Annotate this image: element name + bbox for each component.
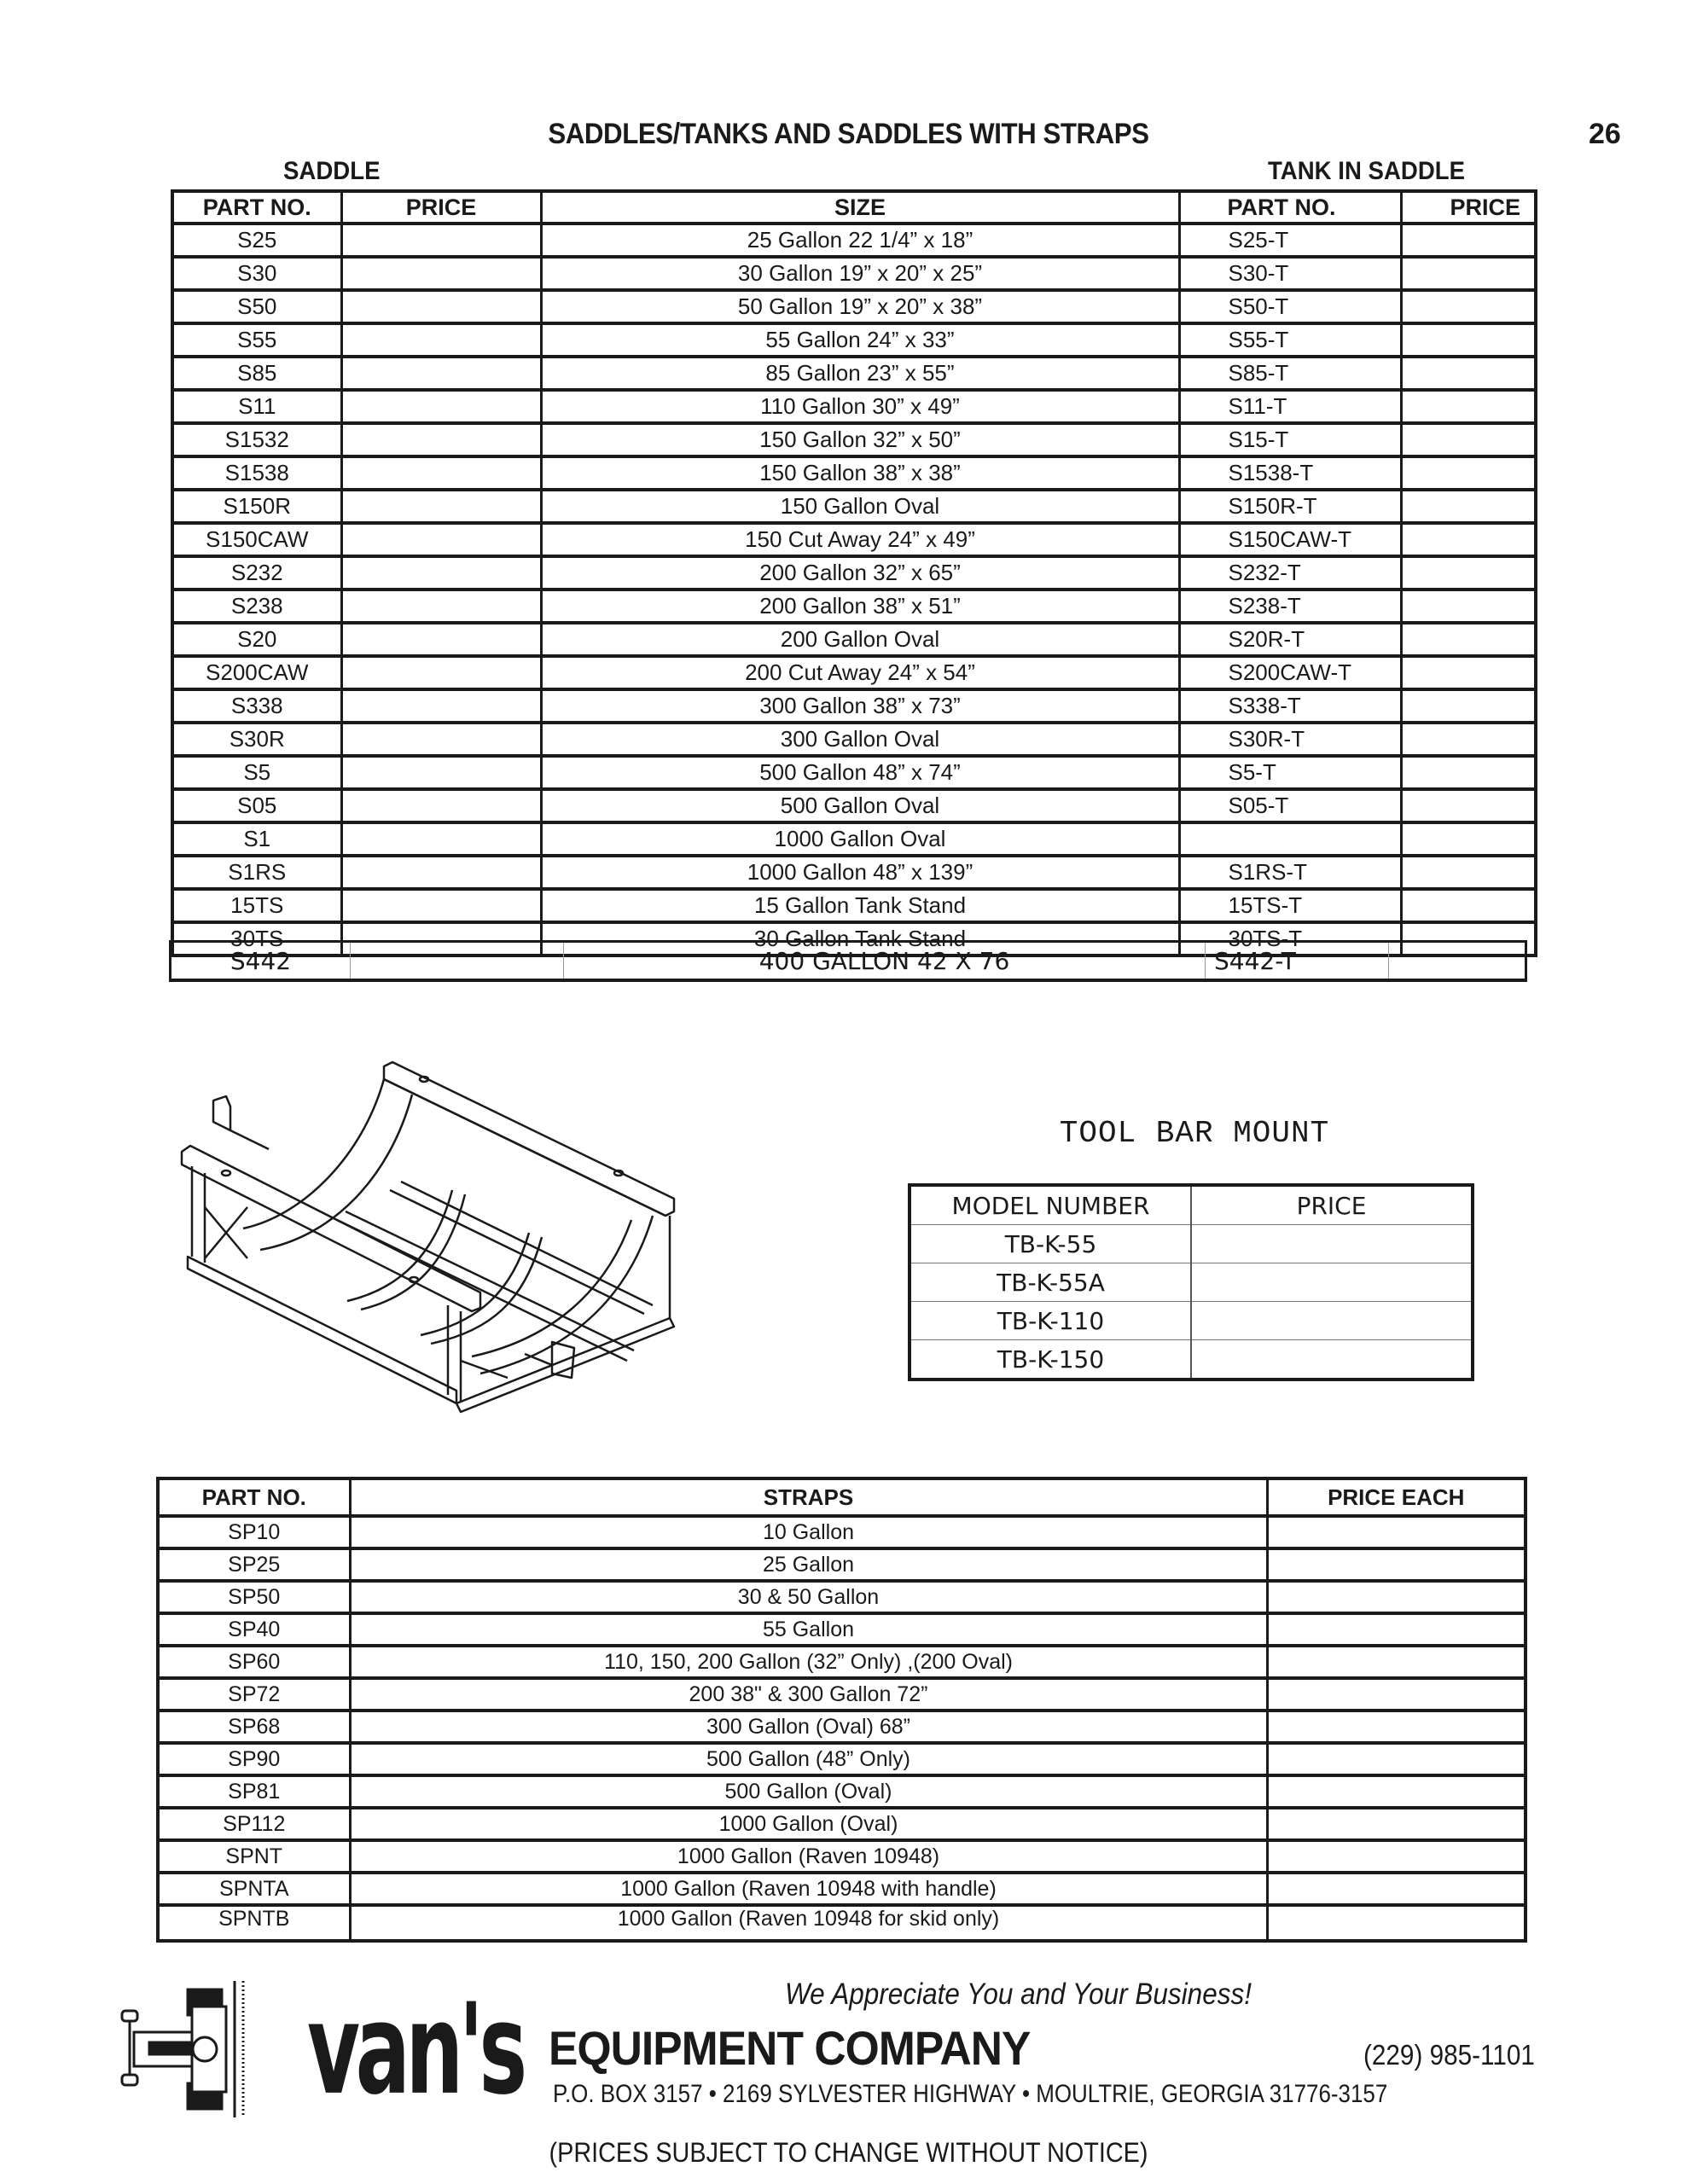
strap-description-cell: 1000 Gallon (Raven 10948 for skid only) <box>350 1905 1267 1941</box>
tank-part-no-cell <box>1179 822 1401 856</box>
table-row-s442 <box>169 940 1527 982</box>
col-header-price: PRICE <box>1191 1185 1473 1225</box>
tank-price-cell[interactable] <box>1401 623 1536 656</box>
table-row <box>910 1302 1473 1340</box>
tank-price-cell[interactable] <box>1401 423 1536 456</box>
price-cell[interactable] <box>341 656 541 689</box>
part-no-cell: S232 <box>172 556 341 590</box>
price-cell[interactable] <box>341 490 541 523</box>
part-no-cell: S05 <box>172 789 341 822</box>
tank-price-cell[interactable] <box>1401 856 1536 889</box>
price-each-cell[interactable] <box>1267 1581 1526 1613</box>
tank-price-cell[interactable] <box>1401 556 1536 590</box>
table-row <box>910 1263 1473 1302</box>
part-no-cell: S5 <box>172 756 341 789</box>
size-cell: 300 Gallon Oval <box>541 723 1179 756</box>
size-cell: 200 Gallon 32” x 65” <box>541 556 1179 590</box>
col-header-tank-part-no: PART NO. <box>1179 191 1401 224</box>
tank-price-cell[interactable] <box>1401 723 1536 756</box>
price-cell[interactable] <box>341 723 541 756</box>
tank-price-cell[interactable] <box>1401 656 1536 689</box>
tank-price-cell[interactable] <box>1401 889 1536 922</box>
part-no-cell: SP25 <box>158 1548 350 1581</box>
tank-part-no-cell: S338-T <box>1179 689 1401 723</box>
page-title: SADDLES/TANKS AND SADDLES WITH STRAPS <box>548 118 1149 150</box>
part-no-cell: S1RS <box>172 856 341 889</box>
size-cell: 15 Gallon Tank Stand <box>541 889 1179 922</box>
part-no-cell: S200CAW <box>172 656 341 689</box>
part-no-cell: S338 <box>172 689 341 723</box>
price-cell[interactable] <box>341 789 541 822</box>
part-no-cell: S55 <box>172 323 341 357</box>
table-row <box>172 756 1536 789</box>
size-cell: 1000 Gallon 48” x 139” <box>541 856 1179 889</box>
strap-description-cell: 1000 Gallon (Oval) <box>350 1808 1267 1840</box>
tool-bar-mount-title: TOOL BAR MOUNT <box>1059 1116 1330 1151</box>
table-row <box>172 789 1536 822</box>
size-cell: 30 Gallon 19” x 20” x 25” <box>541 257 1179 290</box>
price-cell[interactable] <box>341 423 541 456</box>
tank-part-no-cell: S442-T <box>1206 943 1389 979</box>
table-row <box>172 357 1536 390</box>
table-row <box>172 556 1536 590</box>
part-no-cell: SPNTB <box>158 1905 350 1941</box>
price-cell[interactable] <box>341 257 541 290</box>
tank-part-no-cell: S85-T <box>1179 357 1401 390</box>
company-address: P.O. BOX 3157 • 2169 SYLVESTER HIGHWAY • MOULTRIE, GEORGIA 31776-3157 <box>553 2080 1388 2108</box>
part-no-cell: SPNTA <box>158 1873 350 1905</box>
part-no-cell: SP68 <box>158 1711 350 1743</box>
col-header-part-no: PART NO. <box>158 1478 350 1516</box>
price-each-cell[interactable] <box>1267 1678 1526 1711</box>
price-cell[interactable] <box>351 943 564 979</box>
price-each-cell[interactable] <box>1267 1516 1526 1548</box>
saddle-line-drawing <box>166 1037 712 1429</box>
strap-description-cell: 55 Gallon <box>350 1613 1267 1646</box>
price-cell[interactable] <box>1191 1302 1473 1340</box>
price-each-cell[interactable] <box>1267 1873 1526 1905</box>
tank-part-no-cell: S1RS-T <box>1179 856 1401 889</box>
price-disclaimer: (PRICES SUBJECT TO CHANGE WITHOUT NOTICE) <box>549 2137 1148 2168</box>
col-header-tank-price: PRICE <box>1401 191 1536 224</box>
tank-part-no-cell: S232-T <box>1179 556 1401 590</box>
tank-price-cell[interactable] <box>1401 789 1536 822</box>
tank-part-no-cell: 30TS-T <box>1179 922 1401 956</box>
table-row <box>158 1613 1526 1646</box>
phone-number: (229) 985-1101 <box>1363 2039 1535 2071</box>
price-each-cell[interactable] <box>1267 1775 1526 1808</box>
col-header-part-no: PART NO. <box>172 191 341 224</box>
part-no-cell: S11 <box>172 390 341 423</box>
strap-description-cell: 1000 Gallon (Raven 10948 with handle) <box>350 1873 1267 1905</box>
price-cell[interactable] <box>341 623 541 656</box>
part-no-cell: S150CAW <box>172 523 341 556</box>
part-no-cell: SP81 <box>158 1775 350 1808</box>
model-number-cell: TB-K-150 <box>910 1340 1191 1380</box>
part-no-cell: SP90 <box>158 1743 350 1775</box>
table-row <box>158 1516 1526 1548</box>
table-row <box>172 423 1536 456</box>
price-each-cell[interactable] <box>1267 1840 1526 1873</box>
part-no-cell: SP10 <box>158 1516 350 1548</box>
tank-price-cell[interactable] <box>1401 456 1536 490</box>
size-cell: 150 Cut Away 24” x 49” <box>541 523 1179 556</box>
size-cell: 200 Cut Away 24” x 54” <box>541 656 1179 689</box>
part-no-cell: SP60 <box>158 1646 350 1678</box>
size-cell: 500 Gallon 48” x 74” <box>541 756 1179 789</box>
size-cell: 400 GALLON 42 X 76 <box>564 943 1206 979</box>
table-row <box>158 1905 1526 1941</box>
table-row <box>172 723 1536 756</box>
tank-part-no-cell: 15TS-T <box>1179 889 1401 922</box>
strap-description-cell: 10 Gallon <box>350 1516 1267 1548</box>
price-each-cell[interactable] <box>1267 1646 1526 1678</box>
part-no-cell: S25 <box>172 224 341 257</box>
tank-price-cell[interactable] <box>1401 822 1536 856</box>
tank-price-cell[interactable] <box>1389 943 1521 979</box>
col-header-price-each: PRICE EACH <box>1267 1478 1526 1516</box>
tank-price-cell[interactable] <box>1401 290 1536 323</box>
table-row <box>158 1646 1526 1678</box>
part-no-cell: S20 <box>172 623 341 656</box>
straps-price-table <box>156 1477 1527 1943</box>
table-row <box>172 822 1536 856</box>
table-header-row <box>910 1185 1473 1225</box>
size-cell: 200 Gallon 38” x 51” <box>541 590 1179 623</box>
table-row <box>158 1548 1526 1581</box>
tank-price-cell[interactable] <box>1401 323 1536 357</box>
tank-part-no-cell: S30R-T <box>1179 723 1401 756</box>
model-number-cell: TB-K-55A <box>910 1263 1191 1302</box>
price-cell[interactable] <box>341 390 541 423</box>
tank-part-no-cell: S150R-T <box>1179 490 1401 523</box>
tank-price-cell[interactable] <box>1401 523 1536 556</box>
table-row <box>172 856 1536 889</box>
tagline: We Appreciate You and Your Business! <box>785 1978 1252 2011</box>
tank-part-no-cell: S05-T <box>1179 789 1401 822</box>
table-row <box>158 1581 1526 1613</box>
part-no-cell: 15TS <box>172 889 341 922</box>
table-row <box>158 1808 1526 1840</box>
tank-part-no-cell: S5-T <box>1179 756 1401 789</box>
part-no-cell: SP50 <box>158 1581 350 1613</box>
tank-price-cell[interactable] <box>1401 689 1536 723</box>
part-no-cell: SP40 <box>158 1613 350 1646</box>
price-cell[interactable] <box>341 224 541 257</box>
part-no-cell: S1538 <box>172 456 341 490</box>
strap-description-cell: 30 & 50 Gallon <box>350 1581 1267 1613</box>
table-row <box>158 1840 1526 1873</box>
price-cell[interactable] <box>341 456 541 490</box>
table-row <box>158 1873 1526 1905</box>
table-row <box>158 1711 1526 1743</box>
table-row <box>172 224 1536 257</box>
tank-part-no-cell: S15-T <box>1179 423 1401 456</box>
price-cell[interactable] <box>341 822 541 856</box>
price-cell[interactable] <box>341 756 541 789</box>
table-row <box>158 1743 1526 1775</box>
table-row <box>172 290 1536 323</box>
table-row <box>172 523 1536 556</box>
tractor-logo-icon <box>115 1981 269 2117</box>
size-cell: 150 Gallon 38” x 38” <box>541 456 1179 490</box>
price-cell[interactable] <box>341 556 541 590</box>
table-row <box>172 390 1536 423</box>
table-row <box>172 490 1536 523</box>
strap-description-cell: 1000 Gallon (Raven 10948) <box>350 1840 1267 1873</box>
strap-description-cell: 110, 150, 200 Gallon (32” Only) ,(200 Oval) <box>350 1646 1267 1678</box>
part-no-cell: S85 <box>172 357 341 390</box>
table-row <box>172 656 1536 689</box>
tank-part-no-cell: S30-T <box>1179 257 1401 290</box>
size-cell: 150 Gallon 32” x 50” <box>541 423 1179 456</box>
tank-part-no-cell: S50-T <box>1179 290 1401 323</box>
col-header-model-number: MODEL NUMBER <box>910 1185 1191 1225</box>
table-row <box>158 1775 1526 1808</box>
table-row <box>172 590 1536 623</box>
size-cell: 200 Gallon Oval <box>541 623 1179 656</box>
size-cell: 500 Gallon Oval <box>541 789 1179 822</box>
price-cell[interactable] <box>341 689 541 723</box>
price-cell[interactable] <box>1191 1263 1473 1302</box>
table-row <box>172 456 1536 490</box>
price-cell[interactable] <box>341 856 541 889</box>
part-no-cell: S1 <box>172 822 341 856</box>
size-cell: 85 Gallon 23” x 55” <box>541 357 1179 390</box>
size-cell: 25 Gallon 22 1/4” x 18” <box>541 224 1179 257</box>
table-row <box>910 1340 1473 1380</box>
tank-price-cell[interactable] <box>1401 390 1536 423</box>
col-header-size: SIZE <box>541 191 1179 224</box>
table-header-row <box>158 1478 1526 1516</box>
tank-price-cell[interactable] <box>1401 357 1536 390</box>
tank-part-no-cell: S200CAW-T <box>1179 656 1401 689</box>
model-number-cell: TB-K-55 <box>910 1225 1191 1263</box>
size-cell: 110 Gallon 30” x 49” <box>541 390 1179 423</box>
price-cell[interactable] <box>1191 1225 1473 1263</box>
part-no-cell: SP112 <box>158 1808 350 1840</box>
price-cell[interactable] <box>341 290 541 323</box>
part-no-cell: 30TS <box>172 922 341 956</box>
strap-description-cell: 300 Gallon (Oval) 68” <box>350 1711 1267 1743</box>
size-cell: 300 Gallon 38” x 73” <box>541 689 1179 723</box>
table-row <box>158 1678 1526 1711</box>
price-each-cell[interactable] <box>1267 1548 1526 1581</box>
table-row <box>172 889 1536 922</box>
table-row <box>910 1225 1473 1263</box>
price-cell[interactable] <box>341 323 541 357</box>
tank-in-saddle-section-label: TANK IN SADDLE <box>1268 157 1466 185</box>
model-number-cell: TB-K-110 <box>910 1302 1191 1340</box>
saddle-price-table <box>171 189 1537 957</box>
price-cell[interactable] <box>341 523 541 556</box>
price-cell[interactable] <box>341 357 541 390</box>
tank-part-no-cell: S55-T <box>1179 323 1401 357</box>
price-cell[interactable] <box>1191 1340 1473 1380</box>
saddle-section-label: SADDLE <box>283 157 381 185</box>
size-cell: 50 Gallon 19” x 20” x 38” <box>541 290 1179 323</box>
tank-price-cell[interactable] <box>1401 490 1536 523</box>
tank-part-no-cell: S25-T <box>1179 224 1401 257</box>
table-header-row <box>172 191 1536 224</box>
price-cell[interactable] <box>341 889 541 922</box>
tank-price-cell[interactable] <box>1401 224 1536 257</box>
price-cell[interactable] <box>341 590 541 623</box>
price-each-cell[interactable] <box>1267 1711 1526 1743</box>
part-no-cell: S1532 <box>172 423 341 456</box>
strap-description-cell: 25 Gallon <box>350 1548 1267 1581</box>
table-row <box>172 323 1536 357</box>
vans-logo-text: van's <box>307 1977 523 2123</box>
company-name: EQUIPMENT COMPANY <box>549 2021 1031 2075</box>
strap-description-cell: 500 Gallon (Oval) <box>350 1775 1267 1808</box>
size-cell: 55 Gallon 24” x 33” <box>541 323 1179 357</box>
part-no-cell: S30R <box>172 723 341 756</box>
strap-description-cell: 200 38" & 300 Gallon 72” <box>350 1678 1267 1711</box>
part-no-cell: SPNT <box>158 1840 350 1873</box>
price-each-cell[interactable] <box>1267 1743 1526 1775</box>
part-no-cell: SP72 <box>158 1678 350 1711</box>
col-header-price: PRICE <box>341 191 541 224</box>
table-row <box>172 257 1536 290</box>
strap-description-cell: 500 Gallon (48” Only) <box>350 1743 1267 1775</box>
tank-part-no-cell: S11-T <box>1179 390 1401 423</box>
table-row <box>172 623 1536 656</box>
tank-price-cell[interactable] <box>1401 590 1536 623</box>
price-each-cell[interactable] <box>1267 1613 1526 1646</box>
part-no-cell: S30 <box>172 257 341 290</box>
size-cell: 1000 Gallon Oval <box>541 822 1179 856</box>
tank-part-no-cell: S150CAW-T <box>1179 523 1401 556</box>
tank-part-no-cell: S1538-T <box>1179 456 1401 490</box>
size-cell: 150 Gallon Oval <box>541 490 1179 523</box>
part-no-cell: S442 <box>171 943 351 979</box>
price-each-cell[interactable] <box>1267 1808 1526 1840</box>
tank-price-cell[interactable] <box>1401 257 1536 290</box>
part-no-cell: S50 <box>172 290 341 323</box>
col-header-straps: STRAPS <box>350 1478 1267 1516</box>
part-no-cell: S238 <box>172 590 341 623</box>
price-each-cell[interactable] <box>1267 1905 1526 1941</box>
tank-part-no-cell: S238-T <box>1179 590 1401 623</box>
page-number: 26 <box>1589 118 1621 150</box>
part-no-cell: S150R <box>172 490 341 523</box>
size-cell: 30 Gallon Tank Stand <box>541 922 1179 956</box>
tank-part-no-cell: S20R-T <box>1179 623 1401 656</box>
table-row <box>172 689 1536 723</box>
tank-price-cell[interactable] <box>1401 756 1536 789</box>
tool-bar-mount-table <box>908 1183 1474 1381</box>
